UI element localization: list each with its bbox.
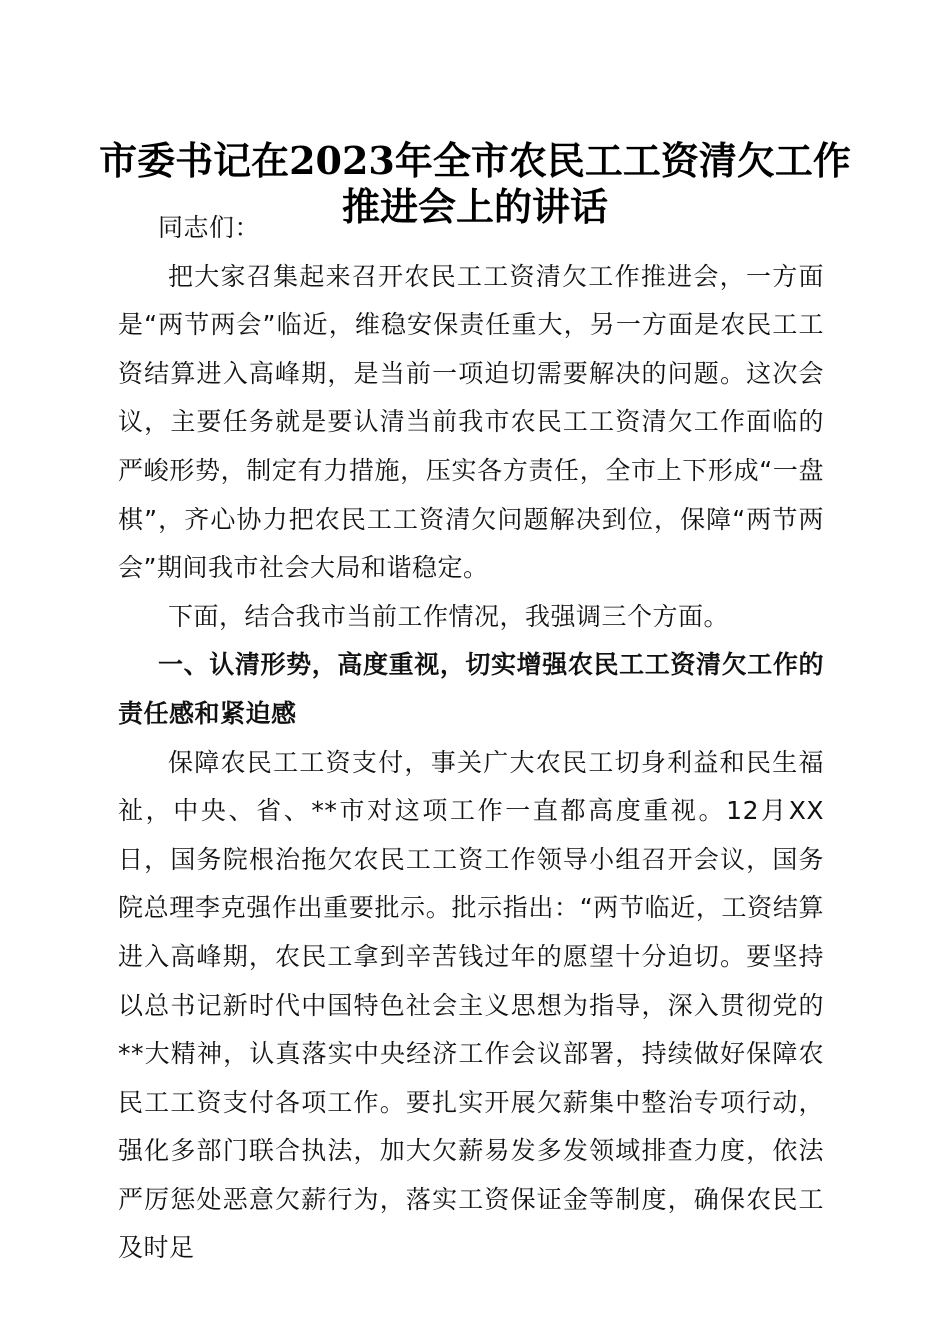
paragraph-section-1: 保障农民工工资支付，事关广大农民工切身利益和民生福祉，中央、省、**市对这项工作一直都高度重视。12月XX日，国务院根治拖欠农民工工资工作领导小组召开会议，国务院总理李克强作出重要批示。批示指出：“两节临近，工资结算进入高峰期，农民工拿到辛苦钱过年的愿望十分迫切。要坚持以总书记新时代中国特色社会主义思想为指导，深入贯彻党的**大精神，认真落实中央经济工作会议部署，持续做好保障农民工工资支付各项工作。要扎实开展欠薪集中整治专项行动，强化多部门联合执法，加大欠薪易发多发领域排查力度，依法严厉惩处恶意欠薪行为，落实工资保证金等制度，确保农民工及时足 (118, 747, 824, 1263)
document-title-line-1: 市委书记在2023年全市农民工工资清欠工作 (99, 138, 851, 183)
section-heading-1: 一、认清形势，高度重视，切实增强农民工工资清欠工作的责任感和紧迫感 (118, 650, 824, 728)
paragraph-outline: 下面，结合我市当前工作情况，我强调三个方面。 (168, 601, 730, 631)
salutation: 同志们： (158, 213, 261, 242)
document-title-line-2: 推进会上的讲话 (341, 184, 608, 229)
document-body (118, 204, 824, 1273)
paragraph-intro: 把大家召集起来召开农民工工资清欠工作推进会，一方面是“两节两会”临近，维稳安保责任重大，另一方面是农民工工资结算进入高峰期，是当前一项迫切需要解决的问题。这次会议，主要任务就是要认清当前我市农民工工资清欠工作面临的严峻形势，制定有力措施，压实各方责任，全市上下形成“一盘棋”，齐心协力把农民工工资清欠问题解决到位，保障“两节两会”期间我市社会大局和谐稳定。 (118, 261, 824, 583)
